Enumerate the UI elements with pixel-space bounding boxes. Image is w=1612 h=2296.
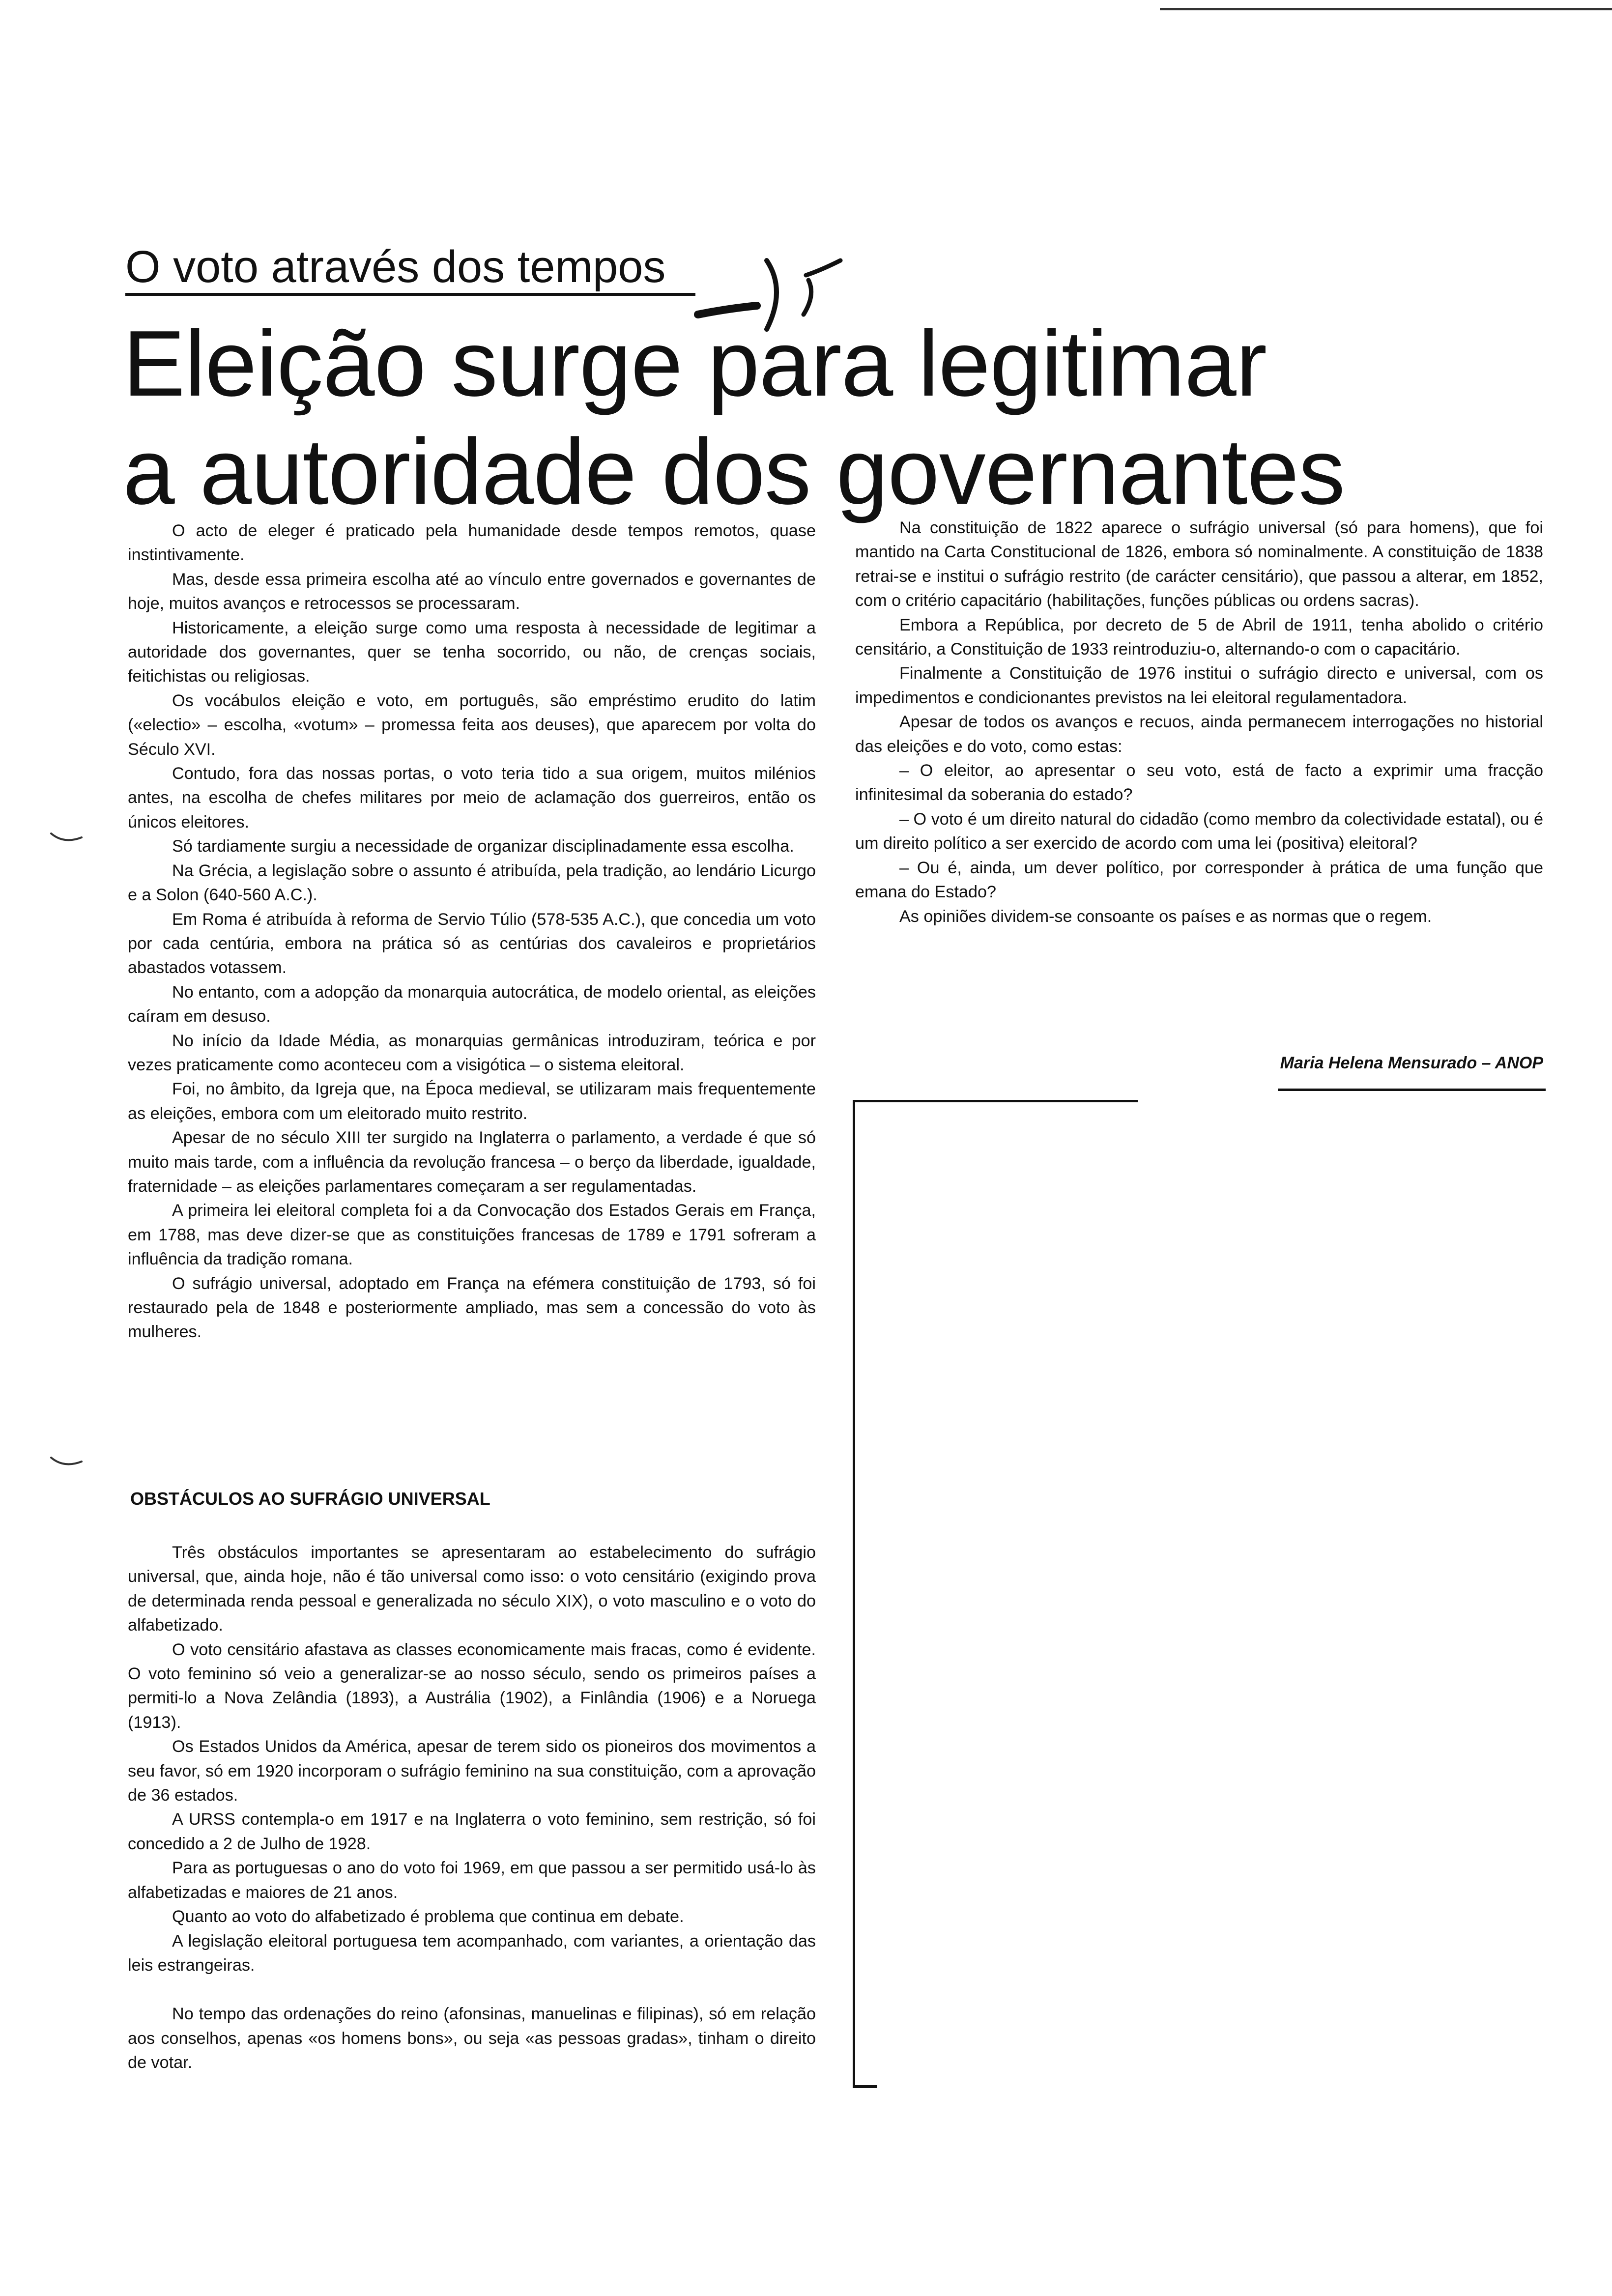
paragraph: A primeira lei eleitoral completa foi a da Convocação dos Estados Gerais em França, em 1788, mas deve dizer-se que as constituições francesas de 1789 e 1791 sofreram a influência da tradição romana. [128, 1201, 816, 1269]
paragraph: O sufrágio universal, adoptado em França na efémera constituição de 1793, só foi restaurado pela de 1848 e posteriormente ampliado, mas sem a concessão do voto às mulheres. [128, 1274, 816, 1342]
headline-line-2: a autoridade dos governantes [123, 420, 1345, 524]
right-column-body [855, 516, 1543, 929]
box-frame-top [853, 1100, 1138, 1102]
paragraph: No início da Idade Média, as monarquias germânicas introduziram, teórica e por vezes praticamente como aconteceu com a visigótica – o sistema eleitoral. [128, 1031, 816, 1074]
paragraph: Só tardiamente surgiu a necessidade de organizar disciplinadamente essa escolha. [172, 837, 794, 856]
paragraph: Contudo, fora das nossas portas, o voto teria tido a sua origem, muitos milénios antes, na escolha de chefes militares por meio de aclamação dos guerreiros, então os únicos eleitores. [128, 764, 816, 832]
paragraph: Na constituição de 1822 aparece o sufrágio universal (só para homens), que foi mantido na Carta Constitucional de 1826, embora só nominalmente. A constituição de 1838 retrai-se e institui o sufrágio restrito (de carácter censitário), que passou a alterar, em 1852, com o critério capacitário (habilitações, funções públicas ou ordens sacras). [855, 518, 1543, 610]
article-kicker: O voto através dos tempos [125, 242, 666, 292]
box-frame-left [853, 1100, 855, 2088]
article-headline [123, 310, 1450, 526]
paragraph: A legislação eleitoral portuguesa tem acompanhado, com variantes, a orientação das leis estrangeiras. [128, 1931, 816, 1975]
kicker-underline [125, 293, 695, 296]
paragraph: Os Estados Unidos da América, apesar de terem sido os pioneiros dos movimentos a seu favor, só em 1920 incorporam o sufrágio feminino na sua constituição, com a aprovação de 36 estados. [128, 1737, 816, 1805]
paragraph: A URSS contempla-o em 1917 e na Inglaterra o voto feminino, sem restrição, só foi concedido a 2 de Julho de 1928. [128, 1810, 816, 1853]
paragraph: Finalmente a Constituição de 1976 institui o sufrágio directo e universal, com os impedimentos e condicionantes previstos na lei eleitoral regulamentadora. [855, 664, 1543, 707]
paragraph: Embora a República, por decreto de 5 de Abril de 1911, tenha abolido o critério censitário, a Constituição de 1933 reintroduziu-o, alternando-o com o capacitário. [855, 615, 1543, 659]
top-edge-rule [1160, 8, 1612, 10]
paragraph: No tempo das ordenações do reino (afonsinas, manuelinas e filipinas), só em relação aos conselhos, apenas «os homens bons», ou seja «as pessoas gradas», tinham o direito de votar. [128, 2005, 816, 2072]
paragraph: Quanto ao voto do alfabetizado é problema que continua em debate. [172, 1907, 684, 1926]
paragraph: Na Grécia, a legislação sobre o assunto é atribuída, pela tradição, ao lendário Licurgo e a Solon (640-560 A.C.). [128, 861, 816, 905]
paragraph: Para as portuguesas o ano do voto foi 1969, em que passou a ser permitido usá-lo às alfabetizadas e maiores de 21 anos. [128, 1859, 816, 1902]
author-byline: Maria Helena Mensurado – ANOP [1280, 1054, 1543, 1072]
paragraph: – Ou é, ainda, um dever político, por corresponder à prática de uma função que emana do Estado? [855, 858, 1543, 902]
paragraph: Apesar de no século XIII ter surgido na Inglaterra o parlamento, a verdade é que só muito mais tarde, com a influência da revolução francesa – o berço da liberdade, igualdade, fraternidade – as eleições parlamentares começaram a ser regulamentadas. [128, 1128, 816, 1196]
paragraph: – O eleitor, ao apresentar o seu voto, está de facto a exprimir uma fracção infinitesimal da soberania do estado? [855, 761, 1543, 804]
paragraph: Três obstáculos importantes se apresentaram ao estabelecimento do sufrágio universal, que, ainda hoje, não é tão universal como isso: o voto censitário (exigindo prova de determinada renda pessoal e generalizada no século XIX), o voto masculino e o voto do alfabetizado. [128, 1543, 816, 1635]
paragraph: Historicamente, a eleição surge como uma resposta à necessidade de legitimar a autoridade dos governantes, quer se tenha socorrido, ou não, de crenças sociais, feitichistas ou religiosas. [128, 618, 816, 686]
paragraph: Em Roma é atribuída à reforma de Servio Túlio (578-535 A.C.), que concedia um voto por cada centúria, embora na prática só as centúrias dos cavaleiros e proprietários abastados votassem. [128, 910, 816, 977]
paragraph: Os vocábulos eleição e voto, em português, são empréstimo erudito do latim («electio» – escolha, «votum» – promessa feita aos deuses), que aparecem por volta do Século XVI. [128, 691, 816, 759]
section-heading: OBSTÁCULOS AO SUFRÁGIO UNIVERSAL [130, 1489, 490, 1509]
paragraph: O acto de eleger é praticado pela humanidade desde tempos remotos, quase instintivamente. [128, 521, 816, 565]
paragraph: No entanto, com a adopção da monarquia autocrática, de modelo oriental, as eleições caíram em desuso. [128, 982, 816, 1026]
headline-line-1: Eleição surge para legitimar [123, 312, 1267, 416]
paragraph: Apesar de todos os avanços e recuos, ainda permanecem interrogações no historial das eleições e do voto, como estas: [855, 713, 1543, 756]
paragraph: O voto censitário afastava as classes economicamente mais fracas, como é evidente. O voto feminino só veio a generalizar-se ao nosso século, sendo os primeiros países a permiti-lo a Nova Zelândia (1893), a Austrália (1902), a Finlândia (1906) e a Noruega (1913). [128, 1640, 816, 1732]
margin-mark-icon [49, 831, 84, 845]
byline-rule [1278, 1089, 1546, 1091]
paragraph: Foi, no âmbito, da Igreja que, na Época medieval, se utilizaram mais frequentemente as eleições, embora com um eleitorado muito restrito. [128, 1080, 816, 1123]
paragraph: Mas, desde essa primeira escolha até ao vínculo entre governados e governantes de hoje, muitos avanços e retrocessos se processaram. [128, 570, 816, 613]
margin-mark-icon [49, 1455, 84, 1469]
paragraph: As opiniões dividem-se consoante os países e as normas que o regem. [899, 907, 1432, 926]
left-column-body [128, 519, 816, 1345]
paragraph: – O voto é um direito natural do cidadão (como membro da colectividade estatal), ou é um direito político a ser exercido de acordo com uma lei (positiva) eleitoral? [855, 809, 1543, 853]
section-body [128, 1541, 816, 2075]
box-frame-foot [853, 2085, 877, 2088]
